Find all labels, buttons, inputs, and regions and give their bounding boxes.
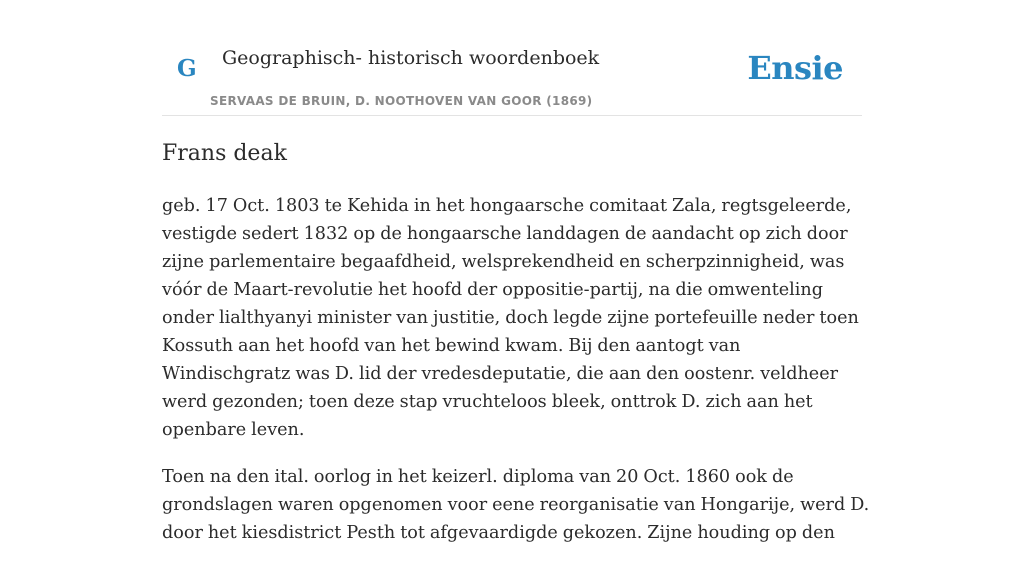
entry-paragraph: geb. 17 Oct. 1803 te Kehida in het hongaarsche comitaat Zala, regtsgeleerde, vestigde sedert 1832 op de hongaarsche landdagen de aandacht op zich door zijne parlementaire begaafdheid, welsprekendheid en scherpzinnigheid, was vóór de Maart-revolutie het hoofd der oppositie-partij, na die omwenteling onder lialthyanyi minister van justitie, doch legde zijne portefeuille neder toen Kossuth aan het hoofd van het bewind kwam. Bij den aantogt van Windischgratz was D. lid der vredesdeputatie, die aan den oostenr. veldheer werd gezonden; toen deze stap vruchteloos bleek, onttrok D. zich aan het openbare leven.: [162, 196, 859, 440]
entry-paragraph: Toen na den ital. oorlog in het keizerl. diploma van 20 Oct. 1860 ook de grondslagen waren opgenomen voor eene reorganisatie van Hongarije, werd D. door het kiesdistrict Pesth tot afgevaardigde gekozen. Zijne houding op den: [162, 467, 870, 543]
site-header: [162, 0, 862, 116]
brand-logo[interactable]: Ensie: [747, 49, 843, 87]
book-title[interactable]: Geographisch- historisch woordenboek: [222, 47, 600, 69]
entry-title: Frans deak: [162, 141, 287, 166]
book-authors: SERVAAS DE BRUIN, D. NOOTHOVEN VAN GOOR (1869): [210, 94, 593, 108]
entry-body: [162, 192, 872, 566]
book-logo[interactable]: G: [177, 55, 197, 82]
